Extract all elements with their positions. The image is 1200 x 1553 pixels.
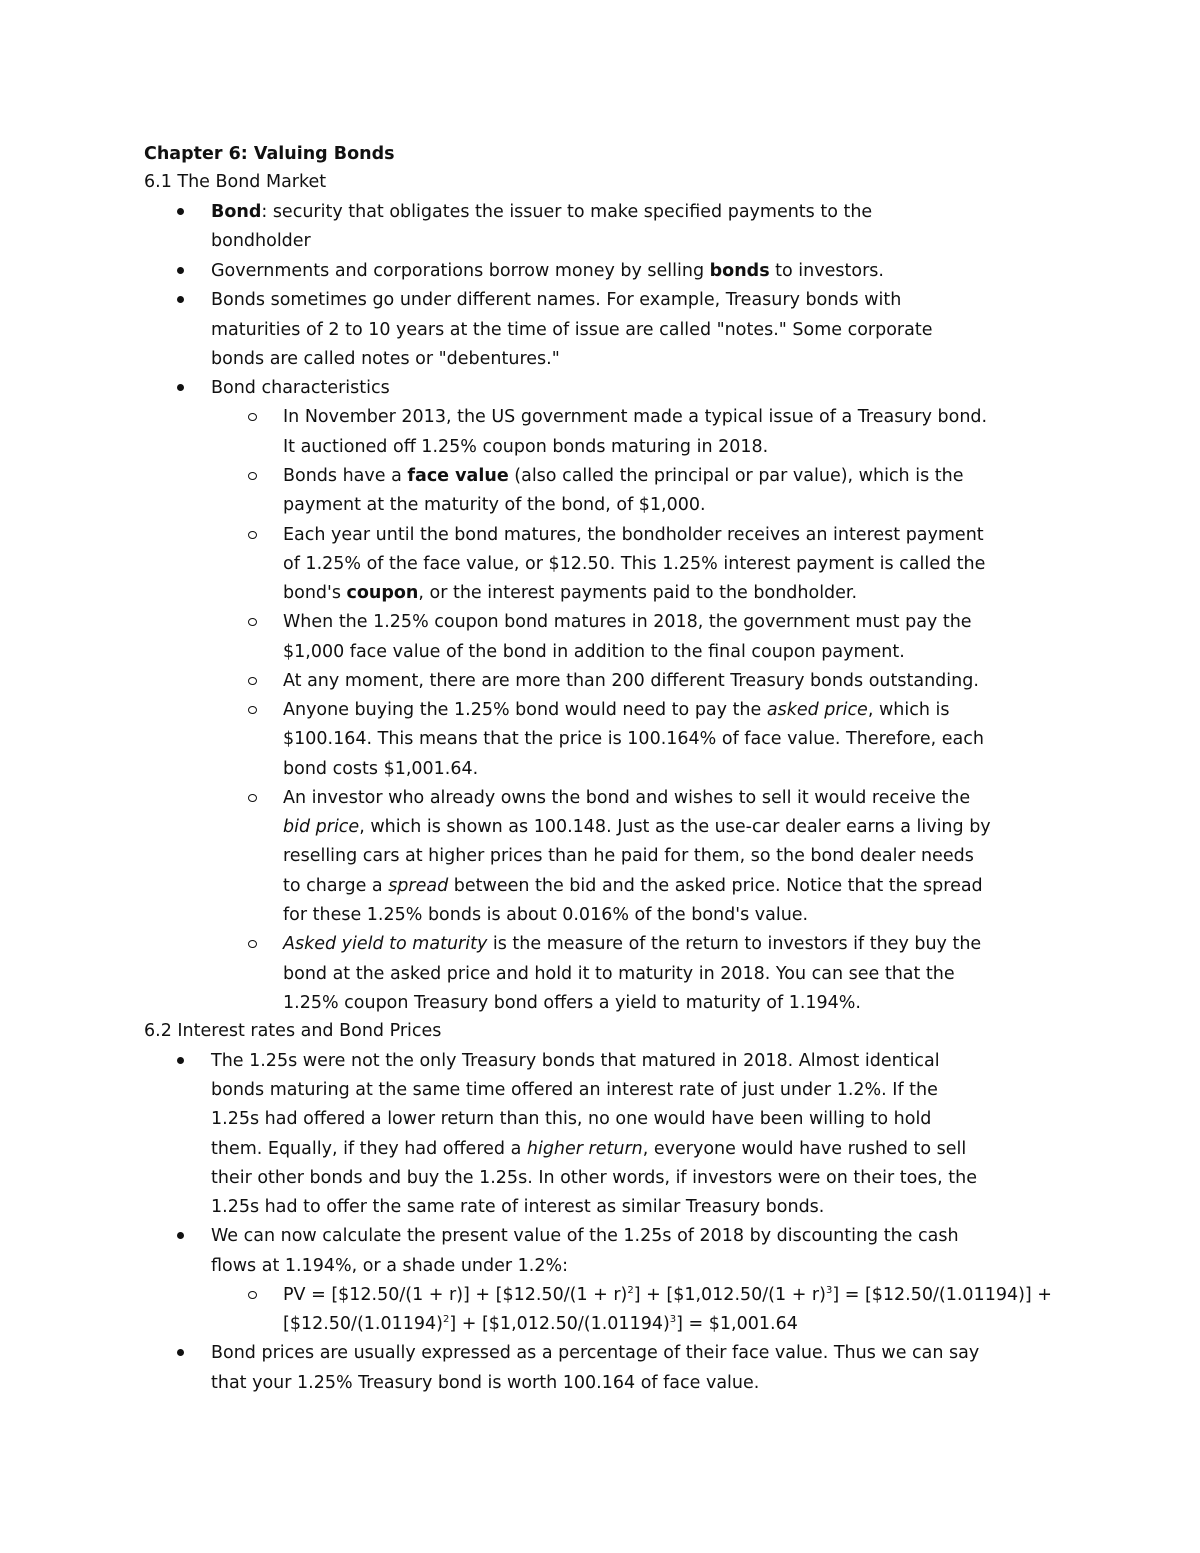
sub-bullet-text: When the 1.25% coupon bond matures in 2018, the government must pay the — [283, 612, 972, 632]
bullet-text: bonds are called notes or "debentures." — [211, 349, 560, 369]
section-heading-6-2: 6.2 Interest rates and Bond Prices — [144, 1021, 442, 1041]
bullet-icon — [177, 1349, 184, 1356]
sub-bullet-text: 1.25% coupon Treasury bond offers a yield to maturity of 1.194%. — [283, 993, 861, 1013]
sub-bullet-text: bond costs $1,001.64. — [283, 759, 479, 779]
sub-bullet-icon — [248, 940, 257, 948]
sub-bullet-icon — [248, 472, 257, 480]
section-heading-6-1: 6.1 The Bond Market — [144, 172, 327, 192]
sub-bullet-text: Asked yield to maturity is the measure of the return to investors if they buy the — [283, 934, 982, 954]
sub-bullet-text: Anyone buying the 1.25% bond would need to pay the asked price, which is — [283, 700, 950, 720]
bullet-text: their other bonds and buy the 1.25s. In other words, if investors were on their toes, the — [211, 1168, 978, 1188]
bullet-text: 1.25s had offered a lower return than this, no one would have been willing to hold — [211, 1109, 932, 1129]
sub-bullet-text: bond at the asked price and hold it to maturity in 2018. You can see that the — [283, 964, 955, 984]
bullet-text: flows at 1.194%, or a shade under 1.2%: — [211, 1256, 569, 1276]
pv-formula-line-1: PV = [$12.50/(1 + r)] + [$12.50/(1 + r)$^2$] + [$1,012.50/(1 + r)$^3$] = [$12.50/(1.01194)] + — [283, 1285, 1052, 1305]
sub-bullet-icon — [248, 1291, 257, 1299]
bullet-text: 1.25s had to offer the same rate of interest as similar Treasury bonds. — [211, 1197, 825, 1217]
sub-bullet-text: bid price, which is shown as 100.148. Just as the use-car dealer earns a living by — [283, 817, 991, 837]
bullet-text: bondholder — [211, 231, 311, 251]
sub-bullet-text: of 1.25% of the face value, or $12.50. This 1.25% interest payment is called the — [283, 554, 986, 574]
sub-bullet-text: $1,000 face value of the bond in addition to the final coupon payment. — [283, 642, 905, 662]
bullet-text: Bond prices are usually expressed as a percentage of their face value. Thus we can say — [211, 1343, 980, 1363]
sub-bullet-icon — [248, 618, 257, 626]
sub-bullet-text: bond's coupon, or the interest payments paid to the bondholder. — [283, 583, 858, 603]
bullet-text: We can now calculate the present value of the 1.25s of 2018 by discounting the cash — [211, 1226, 959, 1246]
bullet-icon — [177, 1057, 184, 1064]
sub-bullet-text: It auctioned off 1.25% coupon bonds maturing in 2018. — [283, 437, 769, 457]
sub-bullet-text: At any moment, there are more than 200 different Treasury bonds outstanding. — [283, 671, 979, 691]
bullet-text: Bond: security that obligates the issuer to make specified payments to the — [211, 202, 873, 222]
sub-bullet-icon — [248, 677, 257, 685]
pv-formula-line-2: $[\$12.50/(1.01194)^2]$ + $[\$1,012.50/(1.01194)^3]$ = $1,001.64 — [283, 1314, 798, 1334]
bullet-text: maturities of 2 to 10 years at the time of issue are called "notes." Some corporate — [211, 320, 933, 340]
sub-bullet-text: reselling cars at higher prices than he paid for them, so the bond dealer needs — [283, 846, 974, 866]
sub-bullet-text: Bonds have a face value (also called the principal or par value), which is the — [283, 466, 964, 486]
bullet-icon — [177, 267, 184, 274]
sub-bullet-icon — [248, 706, 257, 714]
chapter-title: Chapter 6: Valuing Bonds — [144, 144, 395, 164]
bullet-text: Governments and corporations borrow money by selling bonds to investors. — [211, 261, 884, 281]
sub-bullet-text: In November 2013, the US government made a typical issue of a Treasury bond. — [283, 407, 988, 427]
bullet-text: that your 1.25% Treasury bond is worth 100.164 of face value. — [211, 1373, 760, 1393]
sub-bullet-icon — [248, 413, 257, 421]
bullet-text: them. Equally, if they had offered a higher return, everyone would have rushed to sell — [211, 1139, 967, 1159]
sub-bullet-icon — [248, 794, 257, 802]
sub-bullet-text: to charge a spread between the bid and the asked price. Notice that the spread — [283, 876, 983, 896]
bullet-text: Bond characteristics — [211, 378, 390, 398]
bullet-text: bonds maturing at the same time offered an interest rate of just under 1.2%. If the — [211, 1080, 938, 1100]
bullet-icon — [177, 1232, 184, 1239]
bullet-text: The 1.25s were not the only Treasury bonds that matured in 2018. Almost identical — [211, 1051, 940, 1071]
sub-bullet-text: for these 1.25% bonds is about 0.016% of the bond's value. — [283, 905, 809, 925]
bullet-icon — [177, 208, 184, 215]
sub-bullet-text: An investor who already owns the bond and wishes to sell it would receive the — [283, 788, 971, 808]
bullet-text: Bonds sometimes go under different names. For example, Treasury bonds with — [211, 290, 902, 310]
sub-bullet-text: Each year until the bond matures, the bondholder receives an interest payment — [283, 525, 984, 545]
bullet-icon — [177, 384, 184, 391]
bullet-icon — [177, 296, 184, 303]
sub-bullet-text: $100.164. This means that the price is 100.164% of face value. Therefore, each — [283, 729, 984, 749]
sub-bullet-text: payment at the maturity of the bond, of $1,000. — [283, 495, 706, 515]
sub-bullet-icon — [248, 531, 257, 539]
